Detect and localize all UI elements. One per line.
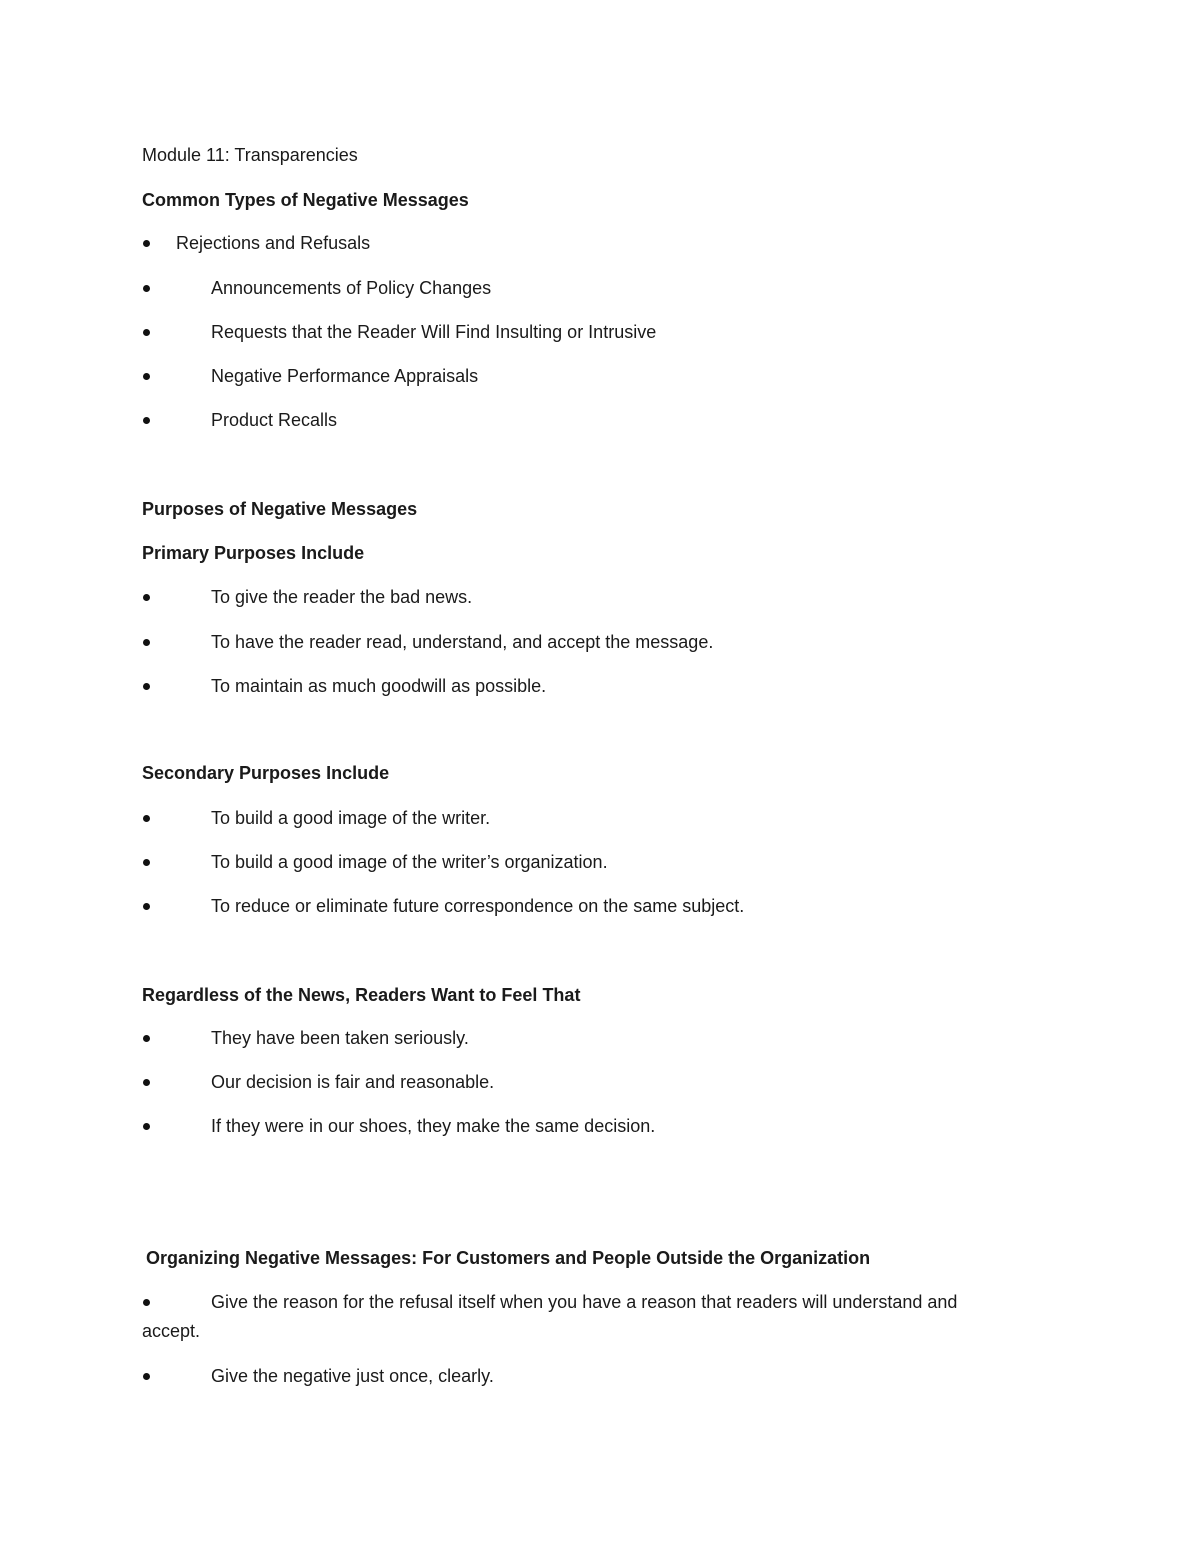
list-item: Negative Performance Appraisals xyxy=(211,366,479,386)
section-heading-purposes: Purposes of Negative Messages xyxy=(142,499,418,519)
section-heading-readers-want: Regardless of the News, Readers Want to Feel That xyxy=(142,985,581,1005)
subheading-primary-purposes: Primary Purposes Include xyxy=(142,543,365,563)
list-item: They have been taken seriously. xyxy=(211,1028,469,1048)
bullet-icon xyxy=(142,1071,152,1093)
list-item: Requests that the Reader Will Find Insulting or Intrusive xyxy=(211,322,657,342)
section-heading-secondary-purposes: Secondary Purposes Include xyxy=(142,763,390,783)
list-item: Give the negative just once, clearly. xyxy=(211,1366,494,1386)
bullet-icon xyxy=(142,409,152,431)
list-item: To give the reader the bad news. xyxy=(211,587,473,607)
bullet-icon xyxy=(142,631,152,653)
bullet-icon xyxy=(142,1365,152,1387)
bullet-icon xyxy=(142,1291,152,1313)
bullet-icon xyxy=(142,1027,152,1049)
bullet-icon xyxy=(142,277,152,299)
list-item: Our decision is fair and reasonable. xyxy=(211,1072,495,1092)
list-item: Product Recalls xyxy=(211,410,338,430)
list-item: To build a good image of the writer. xyxy=(211,808,491,828)
bullet-icon xyxy=(142,365,152,387)
list-item: Give the reason for the refusal itself when you have a reason that readers will understand and xyxy=(211,1292,958,1312)
list-item: To build a good image of the writer’s organization. xyxy=(211,852,608,872)
bullet-icon xyxy=(142,807,152,829)
bullet-icon xyxy=(142,1115,152,1137)
bullet-icon xyxy=(142,675,152,697)
bullet-icon xyxy=(142,586,152,608)
list-item: To maintain as much goodwill as possible. xyxy=(211,676,547,696)
bullet-icon xyxy=(142,321,152,343)
list-item-continuation: accept. xyxy=(142,1321,201,1341)
list-item: Rejections and Refusals xyxy=(176,233,371,253)
list-item: To have the reader read, understand, and accept the message. xyxy=(211,632,714,652)
document-title: Module 11: Transparencies xyxy=(142,145,358,165)
section-heading-organizing: Organizing Negative Messages: For Customers and People Outside the Organization xyxy=(146,1248,871,1268)
bullet-icon xyxy=(142,895,152,917)
section-heading-common-types: Common Types of Negative Messages xyxy=(142,190,469,210)
bullet-icon xyxy=(142,851,152,873)
list-item: If they were in our shoes, they make the same decision. xyxy=(211,1116,656,1136)
list-item: Announcements of Policy Changes xyxy=(211,278,492,298)
bullet-icon xyxy=(142,232,152,254)
list-item: To reduce or eliminate future correspondence on the same subject. xyxy=(211,896,745,916)
